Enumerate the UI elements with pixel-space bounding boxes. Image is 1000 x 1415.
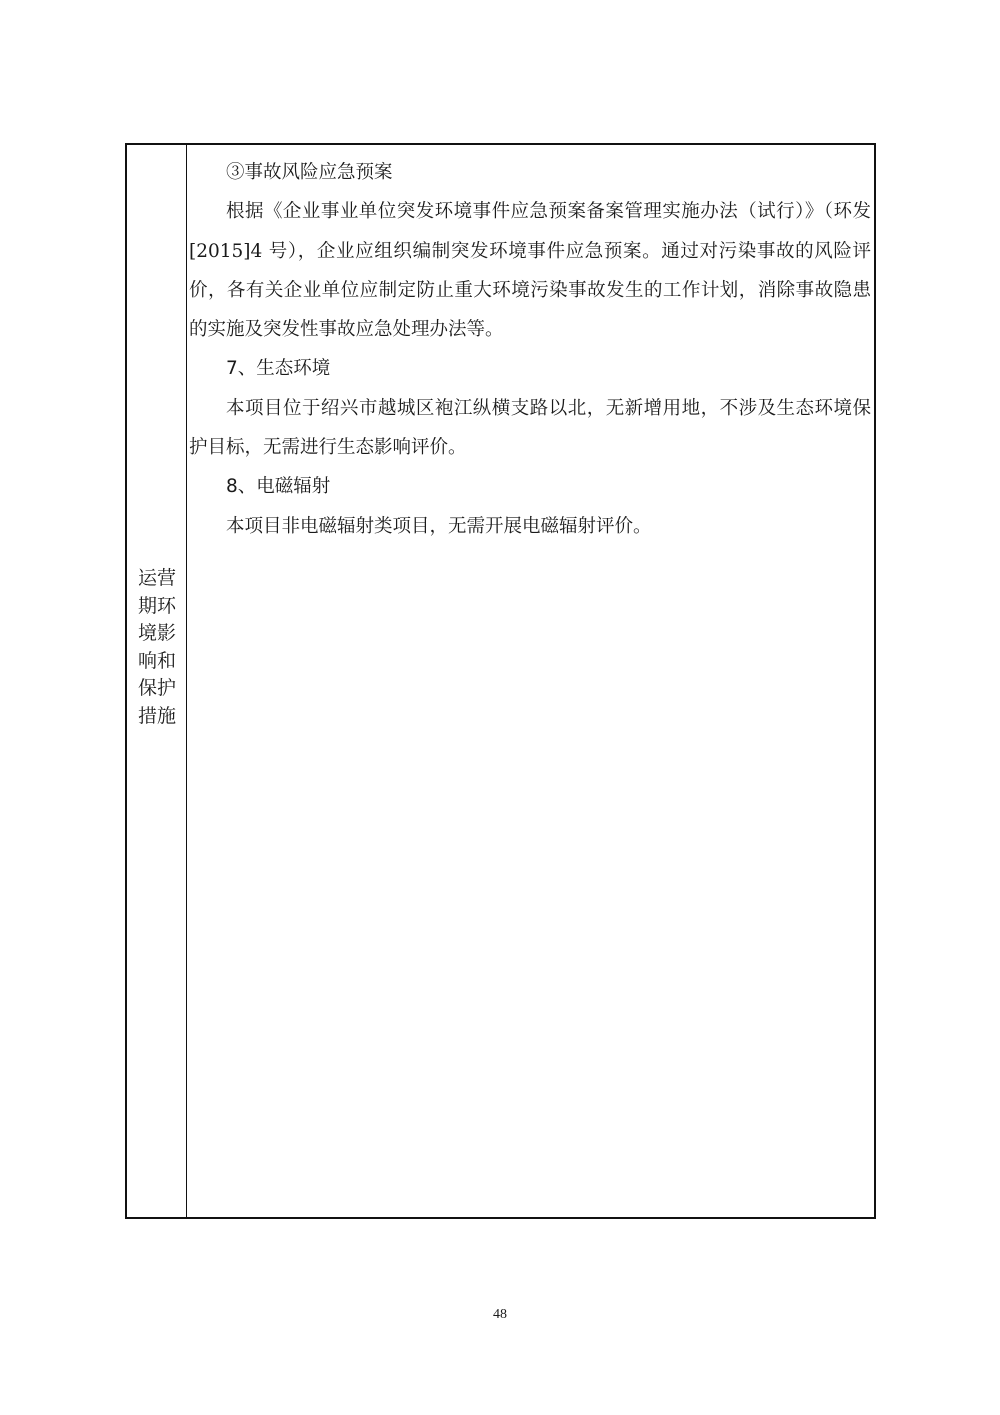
section-heading: 8、电磁辐射 xyxy=(226,476,331,498)
page-number: 48 xyxy=(493,1307,507,1322)
paragraph: 本项目位于绍兴市越城区袍江纵横支路以北，无新增用地，不涉及生态环境保护目标，无需进行生态影响评价。 xyxy=(189,397,871,459)
category-cell xyxy=(127,145,187,1217)
content-cell xyxy=(189,153,871,546)
section-heading: 7、生态环境 xyxy=(226,358,331,380)
paragraph: 根据《企业事业单位突发环境事件应急预案备案管理实施办法（试行）》（环发[2015]4 号），企业应组织编制突发环境事件应急预案。通过对污染事故的风险评价，各有关企业单位应制定防止重大环境污染事故发生的工作计划，消除事故隐患的实施及突发性事故应急处理办法等。 xyxy=(189,201,871,341)
paragraph: 本项目非电磁辐射类项目，无需开展电磁辐射评价。 xyxy=(226,515,652,537)
measures-table xyxy=(125,143,876,1219)
subsection-title: ③事故风险应急预案 xyxy=(226,162,393,183)
category-label: 运营期环境影响和保护措施 xyxy=(137,567,176,727)
